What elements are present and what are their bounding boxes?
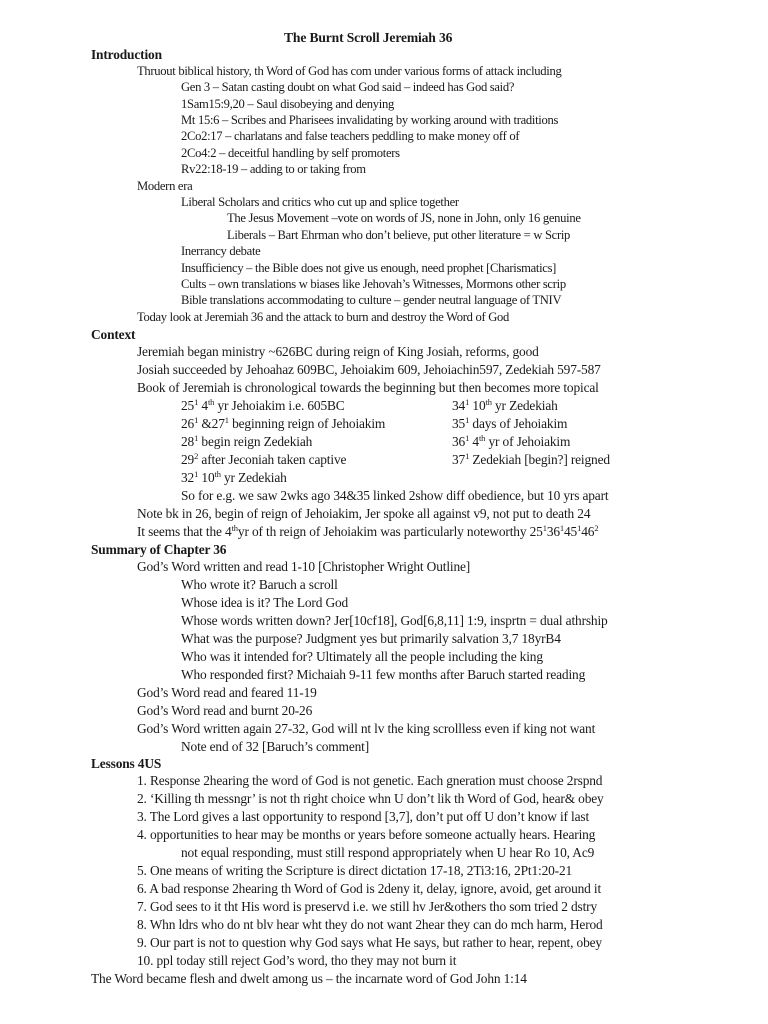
note-26-line: Note bk in 26, begin of reign of Jehoiakim, Jer spoke all against v9, not put to death 24 — [137, 506, 591, 521]
liberals-line: Liberals – Bart Ehrman who don’t believe, put other literature = w Scrip — [227, 228, 571, 242]
chapter-ref: $35^1$ days of Jehoiakim — [452, 415, 568, 431]
example-line: So for e.g. we saw 2wks ago 34&35 linked 2show diff obedience, but 10 yrs apart — [181, 488, 609, 503]
chapter-ref: $29^2$ after Jeconiah taken captive — [181, 451, 347, 467]
modern-item: Cults – own translations w biases like Jehovah’s Witnesses, Mormons other scrip — [181, 277, 566, 291]
scholars-line: Liberal Scholars and critics who cut up and splice together — [181, 195, 459, 209]
lesson-item: 1. Response 2hearing the word of God is not genetic. Each gneration must choose 2rspnd — [137, 773, 603, 788]
chapter-ref: $28^1$ begin reign Zedekiah — [181, 433, 313, 449]
attack-item: Rv22:18-19 – adding to or taking from — [181, 162, 366, 176]
summary-question: What was the purpose? Judgment yes but primarily salvation 3,7 18yrB4 — [181, 631, 561, 646]
jesus-movement-line: The Jesus Movement –vote on words of JS, none in John, only 16 genuine — [227, 211, 581, 225]
intro-lead: Thruout biblical history, th Word of God has com under various forms of attack including — [137, 64, 562, 78]
chapter-ref: $36^1$ 4th yr of Jehoiakim — [452, 433, 571, 449]
summary-heading: Summary of Chapter 36 — [91, 542, 227, 557]
lesson-item: 6. A bad response 2hearing th Word of God is 2deny it, delay, ignore, avoid, get around it — [137, 881, 602, 896]
introduction-heading: Introduction — [91, 47, 162, 62]
context-line: Josiah succeeded by Jehoahaz 609BC, Jehoiakim 609, Jehoiachin597, Zedekiah 597-587 — [137, 362, 601, 377]
lesson-item: 3. The Lord gives a last opportunity to respond [3,7], don’t put off U don’t know if last — [137, 809, 590, 824]
summary-written-again: God’s Word written again 27-32, God will nt lv the king scrollless even if king not want — [137, 721, 596, 736]
lesson-item: 2. ‘Killing th messngr’ is not th right choice whn U don’t lik th Word of God, hear& obey — [137, 791, 604, 806]
context-line: Jeremiah began ministry ~626BC during reign of King Josiah, reforms, good — [137, 344, 539, 359]
page-title: The Burnt Scroll Jeremiah 36 — [284, 30, 453, 45]
lesson-item: 10. ppl today still reject God’s word, tho they may not burn it — [137, 953, 457, 968]
summary-question: Who responded first? Michaiah 9-11 few months after Baruch started reading — [181, 667, 586, 682]
summary-question: Who wrote it? Baruch a scroll — [181, 577, 338, 592]
summary-read-burnt: God’s Word read and burnt 20-26 — [137, 703, 313, 718]
chapter-ref: $25^1$ 4th yr Jehoiakim i.e. 605BC — [181, 397, 345, 413]
context-heading: Context — [91, 327, 136, 342]
chapter-ref: $26^1$ $\&27^1$ beginning reign of Jehoiakim — [181, 415, 386, 431]
attack-item: 2Co4:2 – deceitful handling by self promoters — [181, 146, 400, 160]
summary-question: Whose idea is it? The Lord God — [181, 595, 349, 610]
attack-item: Mt 15:6 – Scribes and Pharisees invalidating by working around with traditions — [181, 113, 559, 127]
summary-written: God’s Word written and read 1-10 [Christopher Wright Outline] — [137, 559, 471, 574]
closing-line: The Word became flesh and dwelt among us – the incarnate word of God John 1:14 — [91, 971, 527, 986]
lesson-item: 4. opportunities to hear may be months or years before someone actually hears. Hearing — [137, 827, 596, 842]
summary-question: Whose words written down? Jer[10cf18], God[6,8,11] 1:9, insprtn = dual athrship — [181, 613, 608, 628]
lesson-item: 8. Whn ldrs who do nt blv hear wht they do not want 2hear they can do mch harm, Herod — [137, 917, 603, 932]
context-line: Book of Jeremiah is chronological towards the beginning but then becomes more topical — [137, 380, 599, 395]
lesson-item-continuation: not equal responding, must still respond appropriately when U hear Ro 10, Ac9 — [181, 845, 595, 860]
lesson-item: 9. Our part is not to question why God says what He says, but rather to hear, repent, obey — [137, 935, 602, 950]
chapter-ref: $34^1$ 10th yr Zedekiah — [452, 397, 558, 413]
attack-item: Gen 3 – Satan casting doubt on what God said – indeed has God said? — [181, 80, 515, 94]
summary-question: Who was it intended for? Ultimately all the people including the king — [181, 649, 543, 664]
modern-item: Insufficiency – the Bible does not give us enough, need prophet [Charismatics] — [181, 261, 557, 275]
summary-note-32: Note end of 32 [Baruch’s comment] — [181, 739, 370, 754]
chapter-ref: $37^1$ Zedekiah [begin?] reigned — [452, 451, 610, 467]
modern-era-label: Modern era — [137, 179, 193, 193]
modern-item: Inerrancy debate — [181, 244, 261, 258]
lesson-item: 5. One means of writing the Scripture is direct dictation 17-18, 2Ti3:16, 2Pt1:20-21 — [137, 863, 573, 878]
summary-read-feared: God’s Word read and feared 11-19 — [137, 685, 317, 700]
noteworthy-line: It seems that the 4thyr of th reign of Jehoiakim was particularly noteworthy $25^136^145^146^2$ — [137, 523, 599, 539]
attack-item: 2Co2:17 – charlatans and false teachers peddling to make money off of — [181, 129, 520, 143]
modern-item: Bible translations accommodating to culture – gender neutral language of TNIV — [181, 293, 562, 307]
today-line: Today look at Jeremiah 36 and the attack to burn and destroy the Word of God — [137, 310, 510, 324]
chapter-ref: $32^1$ 10th yr Zedekiah — [181, 469, 287, 485]
lessons-heading: Lessons 4US — [91, 756, 162, 771]
lesson-item: 7. God sees to it tht His word is preservd i.e. we still hv Jer&others tho som tried 2 dstry — [137, 899, 598, 914]
attack-item: 1Sam15:9,20 – Saul disobeying and denying — [181, 97, 394, 111]
